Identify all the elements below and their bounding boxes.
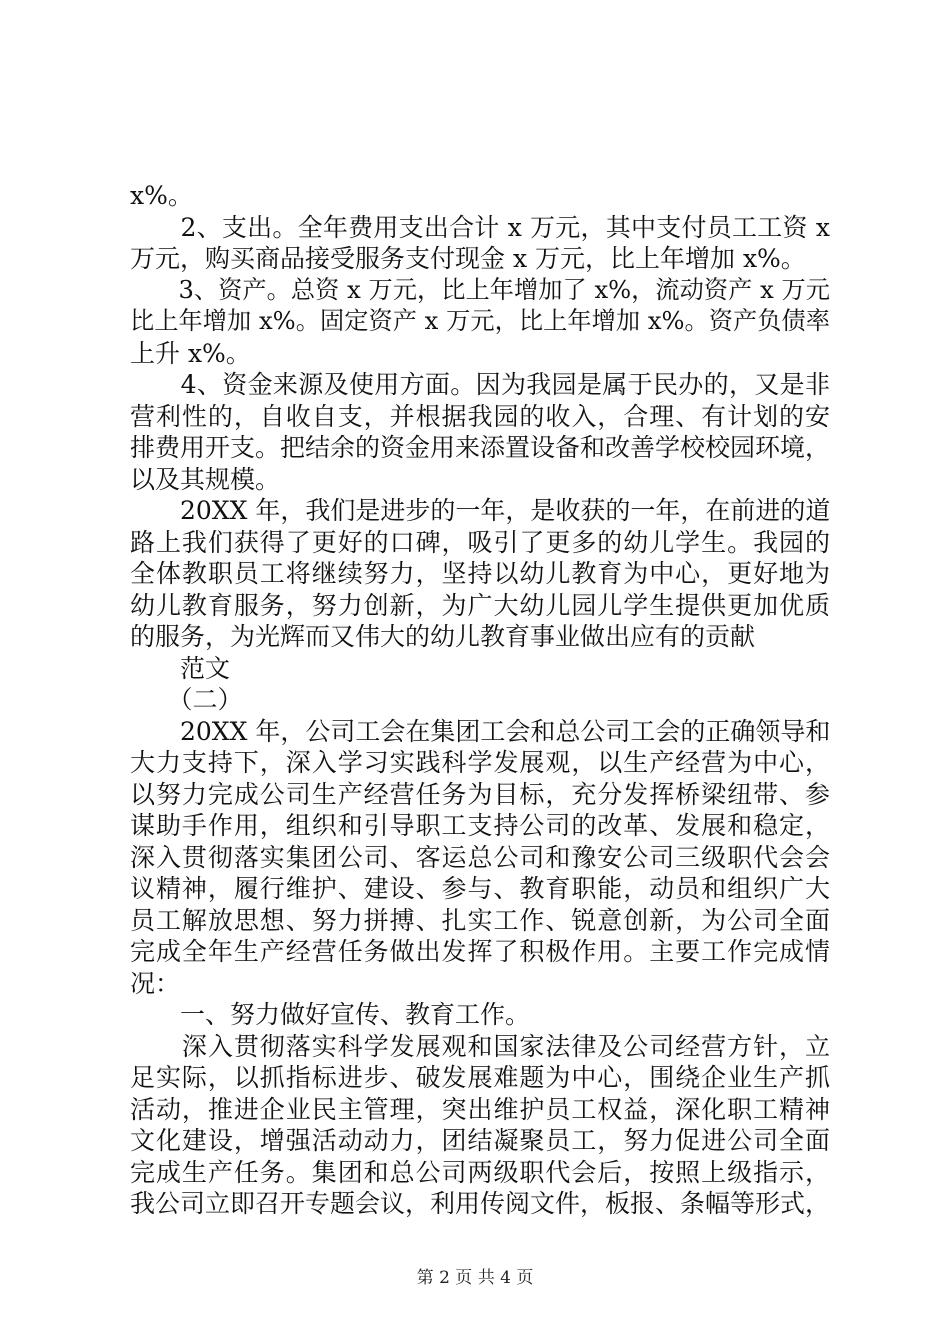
- text-line: 上升 x%。: [130, 338, 251, 368]
- text-line: 足实际，以抓指标进步、破发展难题为中心，围绕企业生产抓: [130, 1063, 830, 1092]
- text-line: 幼儿教育服务，努力创新，为广大幼儿园儿学生提供更加优质: [130, 590, 830, 620]
- text-line: 万元，购买商品接受服务支付现金 x 万元，比上年增加 x%。: [130, 244, 806, 273]
- text-line: 我公司立即召开专题会议，利用传阅文件，板报、条幅等形式，: [130, 1189, 831, 1218]
- text-line: 员工解放思想、努力拼搏、扎实工作、锐意创新，为公司全面: [130, 905, 830, 935]
- document-body: [130, 180, 830, 1220]
- text-line: 2、支出。全年费用支出合计 x 万元，其中支付员工工资 x: [130, 212, 830, 242]
- text-line: 大力支持下，深入学习实践科学发展观，以生产经营为中心，: [130, 748, 830, 777]
- text-line: 文化建设，增强活动动力，团结凝聚员工，努力促进公司全面: [130, 1126, 830, 1155]
- text-line: 完成生产任务。集团和总公司两级职代会后，按照上级指示，: [130, 1157, 830, 1187]
- text-line: 20XX 年，公司工会在集团工会和总公司工会的正确领导和: [130, 716, 831, 746]
- text-line: 完成全年生产经营任务做出发挥了积极作用。主要工作完成情: [130, 937, 830, 966]
- section-heading: （二）: [130, 685, 243, 714]
- text-line: x%。: [130, 181, 193, 210]
- text-line: 的服务，为光辉而又伟大的幼儿教育事业做出应有的贡献: [130, 622, 756, 651]
- text-line: 全体教职员工将继续努力，坚持以幼儿教育为中心，更好地为: [130, 559, 830, 588]
- text-line: 4、资金来源及使用方面。因为我园是属于民办的，又是非: [130, 370, 830, 399]
- text-line: 营利性的，自收自支，并根据我园的收入，合理、有计划的安: [130, 401, 830, 431]
- text-line: 以努力完成公司生产经营任务为目标，充分发挥桥梁纽带、参: [130, 779, 830, 809]
- text-line: 以及其规模。: [130, 464, 281, 494]
- text-line: 20XX 年，我们是进步的一年，是收获的一年，在前进的道: [130, 496, 831, 525]
- text-line: 路上我们获得了更好的口碑，吸引了更多的幼儿学生。我园的: [130, 527, 830, 557]
- page-footer: 第 2 页 共 4 页: [416, 1268, 534, 1288]
- text-line: 议精神，履行维护、建设、参与、教育职能，动员和组织广大: [130, 874, 830, 903]
- text-line: 排费用开支。把结余的资金用来添置设备和改善学校校园环境，: [130, 433, 831, 462]
- text-line: 谋助手作用，组织和引导职工支持公司的改革、发展和稳定，: [130, 811, 830, 840]
- text-line: 活动，推进企业民主管理，突出维护员工权益，深化职工精神: [130, 1094, 830, 1124]
- text-line: 况：: [130, 968, 181, 998]
- subheading: 一、努力做好宣传、教育工作。: [130, 1000, 531, 1029]
- section-label: 范文: [130, 653, 231, 683]
- text-line: 深入贯彻落实集团公司、客运总公司和豫安公司三级职代会会: [130, 842, 830, 872]
- text-line: 3、资产。总资 x 万元，比上年增加了 x%，流动资产 x 万元: [130, 275, 830, 304]
- text-line: 比上年增加 x%。固定资产 x 万元，比上年增加 x%。资产负债率: [130, 307, 830, 335]
- text-line: 深入贯彻落实科学发展观和国家法律及公司经营方针，立: [130, 1031, 830, 1061]
